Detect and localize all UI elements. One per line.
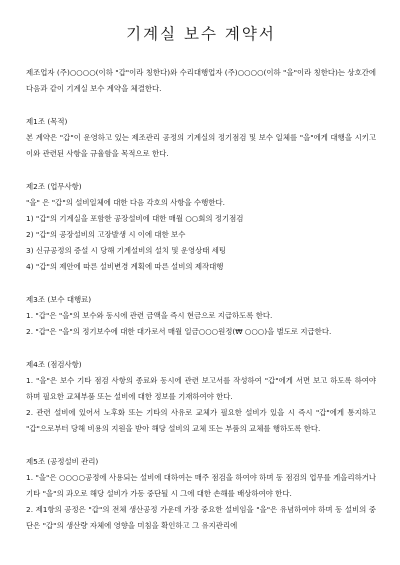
- article-4: [26, 357, 376, 437]
- article-item: 1. "을"은 ○○○○공정에 사용되는 설비에 대하여는 매주 점검을 하여야 하며 동 점검의 업무를 게을리하거나 기타 "을"의 과오로 해당 설비가 가동 중단될 시 그에 대한 손해를 배상하여야 한다.: [26, 473, 376, 498]
- article-body: 본 계약은 "갑"이 운영하고 있는 제조관리 공정의 기계실의 정기점검 및 보수 일체를 "을"에게 대행을 시키고 이와 관련된 사항을 규율함을 목적으로 한다.: [26, 133, 376, 158]
- article-heading: 제4조 (점검사항): [26, 360, 82, 369]
- article-heading: 제3조 (보수 대행료): [26, 295, 92, 304]
- article-line: 3) 신규공정의 증설 시 당해 기계설비의 설치 및 운영상태 세팅: [26, 246, 227, 255]
- article-heading: 제1조 (목적): [26, 117, 68, 126]
- article-line: 2) "갑"의 공장설비의 고장발생 시 이에 대한 보수: [26, 230, 186, 239]
- article-item: 2. 관련 설비에 있어서 노후화 또는 기타의 사유로 교체가 필요한 설비가 있을 시 즉시 "갑"에게 통지하고 "갑"으로부터 당해 비용의 지원을 받아 해당 설비의 교체 또는 부품의 교체를 행하도록 한다.: [26, 408, 376, 433]
- article-1: [26, 114, 376, 162]
- article-item: 1. "갑"은 "을"의 보수와 동시에 관련 금액을 즉시 현금으로 지급하도록 한다.: [26, 311, 273, 320]
- article-line: 1) "갑"의 기계실을 포함한 공장설비에 대한 매월 ○○회의 정기점검: [26, 214, 244, 223]
- article-line: "을" 은 "갑"의 설비일체에 대한 다음 각호의 사항을 수행한다.: [26, 198, 225, 207]
- article-item: 2. "갑"은 "을"의 정기보수에 대한 대가로서 매월 일금○○○원정(₩ ○○○)을 별도로 지급한다.: [26, 327, 332, 336]
- article-item: 1. "을"은 보수 기타 점검 사항의 종료와 동시에 관련 보고서를 작성하여 "갑"에게 서면 보고 하도록 하여야 하며 필요한 교체부품 또는 설비에 대한 정보를 기재하여야 한다.: [26, 376, 376, 401]
- article-heading: 제5조 (공정설비 관리): [26, 457, 99, 466]
- article-5: [26, 454, 376, 534]
- document-title: 기계실 보수 계약서: [126, 25, 276, 43]
- article-heading: 제2조 (업무사항): [26, 182, 82, 191]
- article-line: 4) "갑"의 제안에 따른 설비변경 계획에 따른 설비의 제작대행: [26, 262, 224, 271]
- article-2: [26, 179, 376, 275]
- article-3: [26, 292, 376, 340]
- article-item: 2. 제1항의 공정은 "갑"의 전체 생산공정 가운데 가장 중요한 설비임을 "을"은 유념하여야 하며 동 설비의 중단은 "갑"의 생산량 자체에 영향을 미침을 확인하고 그 유지관리에: [26, 505, 376, 530]
- intro-paragraph: 제조업자 (주)○○○○(이하 "갑"이라 칭한다)와 수리대행업자 (주)○○○○(이하 "을"이라 칭한다)는 상호간에 다음과 같이 기계실 보수 계약을 체결한다.: [26, 68, 376, 93]
